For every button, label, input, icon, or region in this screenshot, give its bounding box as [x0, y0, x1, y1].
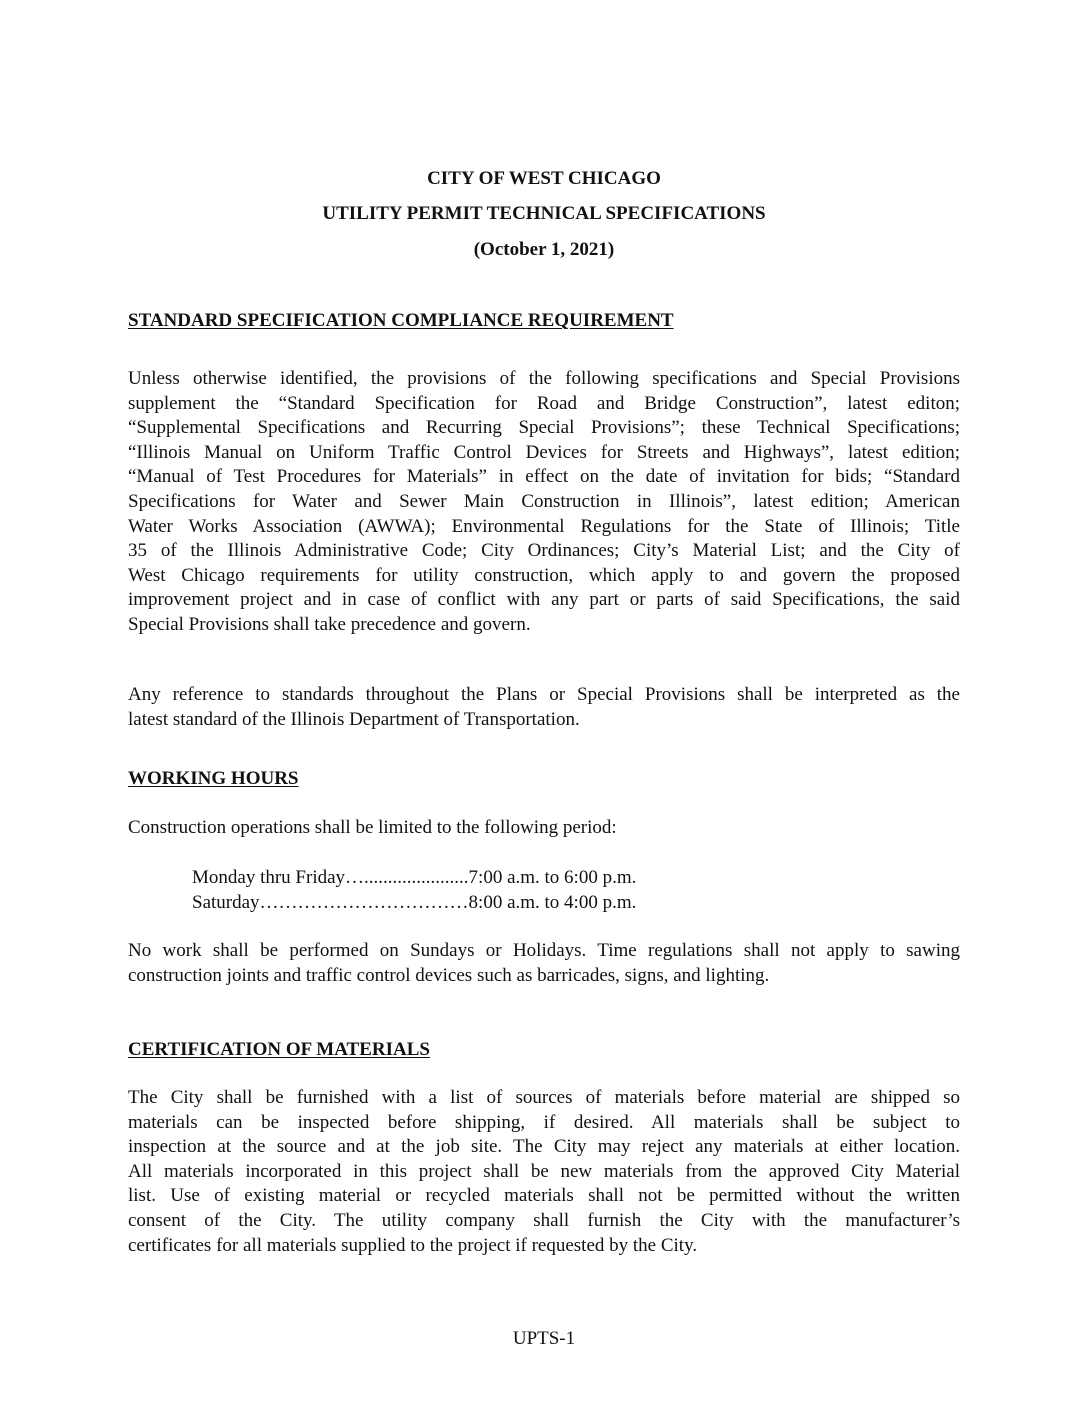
working-hours-note: [128, 939, 960, 988]
section-heading-compliance: STANDARD SPECIFICATION COMPLIANCE REQUIREMENT: [128, 310, 674, 331]
city-title: CITY OF WEST CHICAGO: [427, 168, 661, 189]
paragraph-line: 35 of the Illinois Administrative Code; City Ordinances; City’s Material List; and the City of: [128, 540, 960, 562]
paragraph-line: materials can be inspected before shipping, if desired. All materials shall be subject to: [128, 1111, 960, 1133]
paragraph-line: “Illinois Manual on Uniform Traffic Control Devices for Streets and Highways”, latest edition;: [128, 441, 960, 463]
paragraph-line: The City shall be furnished with a list of sources of materials before material are shipped so: [128, 1087, 960, 1108]
paragraph-line: improvement project and in case of conflict with any part or parts of said Specifications, the said: [128, 589, 960, 611]
hours-weekday: Monday thru Friday…......................7:00 a.m. to 6:00 p.m.: [192, 867, 637, 888]
paragraph-line: latest standard of the Illinois Department of Transportation.: [128, 708, 580, 730]
paragraph-line: Specifications for Water and Sewer Main Construction in Illinois”, latest edition; American: [128, 490, 960, 512]
paragraph-line: consent of the City. The utility company shall furnish the City with the manufacturer’s: [128, 1209, 960, 1231]
paragraph-line: inspection at the source and at the job site. The City may reject any materials at either location.: [128, 1136, 960, 1158]
paragraph-line: list. Use of existing material or recycled materials shall not be permitted without the written: [128, 1185, 960, 1207]
paragraph-line: Special Provisions shall take precedence and govern.: [128, 613, 531, 635]
paragraph-line: Construction operations shall be limited to the following period:: [128, 817, 617, 838]
paragraph-line: Unless otherwise identified, the provisions of the following specifications and Special Provisions: [128, 368, 960, 389]
paragraph-line: “Manual of Test Procedures for Materials” in effect on the date of invitation for bids; “Standard: [128, 466, 960, 488]
paragraph-line: certificates for all materials supplied to the project if requested by the City.: [128, 1234, 698, 1256]
paragraph-line: Any reference to standards throughout the Plans or Special Provisions shall be interpreted as the: [128, 684, 960, 705]
paragraph-line: “Supplemental Specifications and Recurring Special Provisions”; these Technical Specifications;: [128, 417, 960, 439]
compliance-paragraph-2: [128, 683, 960, 732]
section-heading-certification: CERTIFICATION OF MATERIALS: [128, 1039, 430, 1060]
paragraph-line: No work shall be performed on Sundays or Holidays. Time regulations shall not apply to sawing: [128, 940, 960, 961]
page-number: UPTS-1: [512, 1328, 576, 1349]
section-heading-working-hours: WORKING HOURS: [128, 768, 299, 789]
working-hours-intro: [128, 816, 960, 841]
paragraph-line: West Chicago requirements for utility construction, which apply to and govern the proposed: [128, 564, 960, 586]
compliance-paragraph-1: [128, 367, 960, 638]
paragraph-line: All materials incorporated in this project shall be new materials from the approved City Material: [128, 1160, 960, 1182]
paragraph-line: supplement the “Standard Specification for Road and Bridge Construction”, latest editon;: [128, 392, 960, 414]
certification-paragraph: [128, 1086, 960, 1258]
hours-saturday: Saturday……………………………8:00 a.m. to 4:00 p.m.: [192, 892, 637, 913]
paragraph-line: Water Works Association (AWWA); Environmental Regulations for the State of Illinois; Title: [128, 515, 960, 537]
document-date: (October 1, 2021): [473, 239, 615, 260]
paragraph-line: construction joints and traffic control devices such as barricades, signs, and lighting.: [128, 964, 770, 986]
document-title: UTILITY PERMIT TECHNICAL SPECIFICATIONS: [322, 203, 766, 224]
